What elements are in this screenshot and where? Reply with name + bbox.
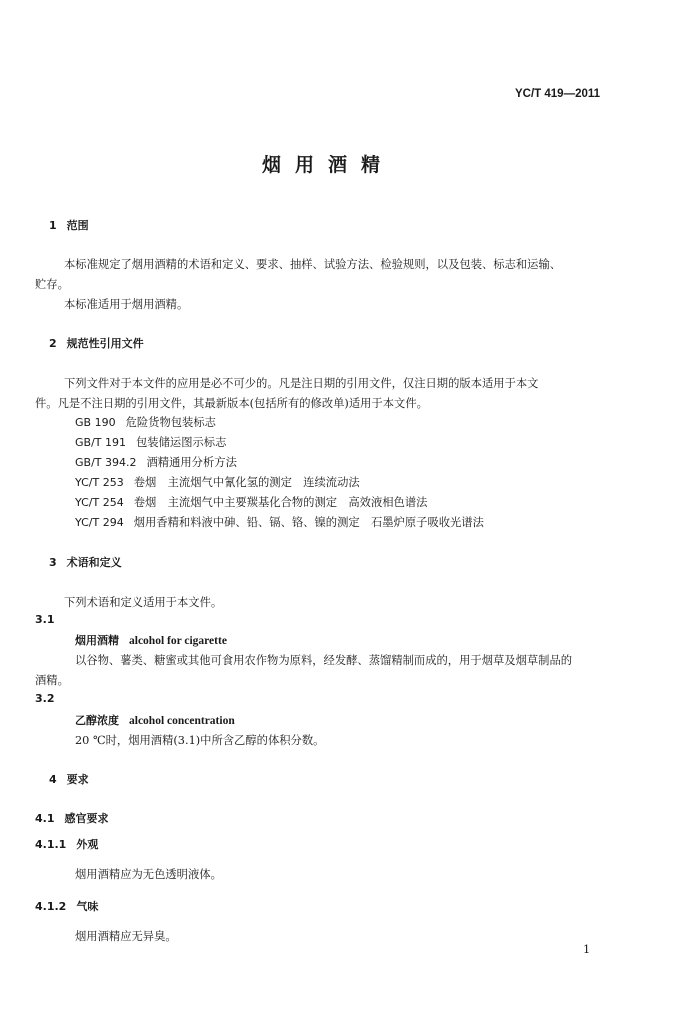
subsection-title: 外观 [76,838,99,851]
reference-item [75,454,237,470]
subsection-title: 气味 [76,900,99,913]
section-title: 术语和定义 [66,556,122,569]
reference-code: GB 190 [75,416,116,429]
term-english: alcohol concentration [129,715,235,727]
section-number: 3 [49,556,57,569]
section-1-heading [49,217,89,233]
reference-title: 酒精通用分析方法 [146,456,237,469]
reference-code: YC/T 254 [75,496,124,509]
term-entry [75,712,235,728]
reference-code: GB/T 394.2 [75,456,137,469]
section-4-heading [49,771,89,787]
paragraph-line: 烟用酒精应无异臭。 [75,930,177,943]
section-title: 范围 [66,219,89,232]
subsection-4-1-heading [35,810,109,826]
section-title: 要求 [66,773,89,786]
reference-item [75,494,427,510]
reference-code: GB/T 191 [75,436,126,449]
reference-item [75,514,484,530]
page-number: 1 [583,943,591,956]
reference-item [75,474,360,490]
reference-title: 卷烟 主流烟气中氰化氢的测定 连续流动法 [133,476,360,489]
term-chinese: 烟用酒精 [75,634,119,647]
term-number: 3.1 [35,613,55,626]
reference-item [75,434,226,450]
term-definition-line: 以谷物、薯类、糖蜜或其他可食用农作物为原料，经发酵、蒸馏精制而成的，用于烟草及烟草制品的 [75,654,573,667]
term-definition-line: 酒精。 [35,674,69,687]
paragraph-line: 贮存。 [35,278,69,291]
subsection-number: 4.1 [35,812,55,825]
subsection-title: 感官要求 [64,812,109,825]
term-english: alcohol for cigarette [129,635,227,647]
section-2-heading [49,335,144,351]
document-title: 烟用酒精 [262,154,395,176]
section-number: 2 [49,337,57,350]
subsection-number: 4.1.2 [35,900,67,913]
section-3-heading [49,554,122,570]
subsection-4-1-2-heading [35,898,98,914]
section-number: 1 [49,219,57,232]
paragraph-line: 下列术语和定义适用于本文件。 [64,596,223,609]
subsection-4-1-1-heading [35,836,98,852]
paragraph-line: 下列文件对于本文件的应用是必不可少的。凡是注日期的引用文件，仅注日期的版本适用于本文 [64,377,539,390]
term-definition-line: 20 ℃时，烟用酒精(3.1)中所含乙醇的体积分数。 [75,734,325,747]
term-chinese: 乙醇浓度 [75,714,119,727]
reference-title: 卷烟 主流烟气中主要羰基化合物的测定 高效液相色谱法 [133,496,428,509]
paragraph-line: 烟用酒精应为无色透明液体。 [75,868,222,881]
paragraph-line: 件。凡是不注日期的引用文件，其最新版本(包括所有的修改单)适用于本文件。 [35,397,428,410]
section-title: 规范性引用文件 [66,337,144,350]
standard-code: YC/T 419—2011 [515,88,601,100]
paragraph-line: 本标准规定了烟用酒精的术语和定义、要求、抽样、试验方法、检验规则，以及包装、标志和运输、 [64,258,562,271]
reference-code: YC/T 294 [75,516,124,529]
reference-title: 危险货物包装标志 [125,416,216,429]
paragraph-line: 本标准适用于烟用酒精。 [64,298,189,311]
section-number: 4 [49,773,57,786]
reference-title: 烟用香精和料液中砷、铅、镉、铬、镍的测定 石墨炉原子吸收光谱法 [133,516,484,529]
reference-item [75,414,216,430]
reference-code: YC/T 253 [75,476,124,489]
term-entry [75,632,227,648]
reference-title: 包装储运图示标志 [136,436,227,449]
term-number: 3.2 [35,692,55,705]
subsection-number: 4.1.1 [35,838,67,851]
